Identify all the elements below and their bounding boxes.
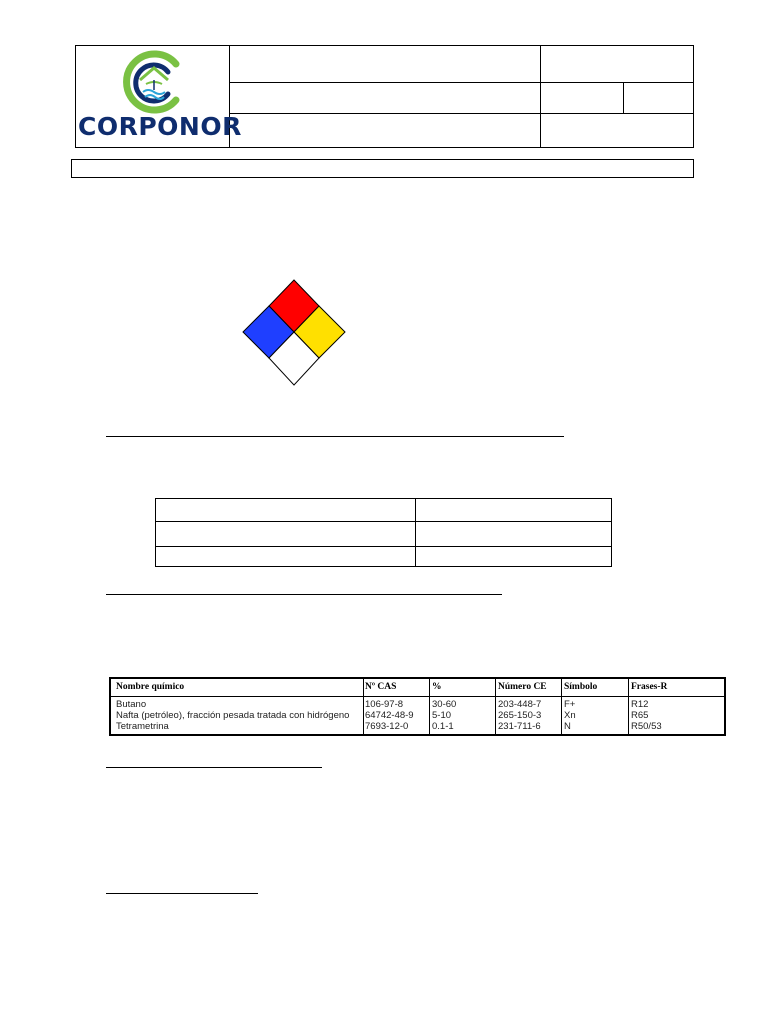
cell-r-phrase: R50/53 bbox=[631, 721, 662, 732]
cell-r-phrase: R12 bbox=[631, 699, 649, 710]
cell-ce: 231-711-6 bbox=[498, 721, 541, 732]
cell-percent: 0.1-1 bbox=[432, 721, 454, 732]
nfpa-diamond bbox=[242, 279, 346, 386]
cell-name: Butano bbox=[116, 699, 147, 710]
cell-name: Nafta (petróleo), fracción pesada tratada con hidrógeno bbox=[116, 710, 350, 721]
cell-symbol: F+ bbox=[564, 699, 576, 710]
id-table-cell bbox=[415, 521, 612, 547]
header-version-cell bbox=[540, 82, 624, 114]
section-heading-underline-2 bbox=[106, 594, 502, 595]
logo-text: CORPONOR bbox=[78, 112, 242, 141]
header-date-cell bbox=[623, 82, 694, 114]
col-header-percent: % bbox=[432, 682, 442, 692]
col-header-simbolo: Símbolo bbox=[564, 682, 598, 692]
header-title-cell-2 bbox=[229, 82, 541, 114]
header-code-cell bbox=[540, 45, 694, 83]
header-title-cell-1 bbox=[229, 45, 541, 83]
cell-symbol: Xn bbox=[564, 710, 576, 721]
cell-percent: 30-60 bbox=[432, 699, 457, 710]
header-title-cell-3 bbox=[229, 113, 541, 148]
corponor-logo bbox=[118, 50, 190, 114]
product-name-bar bbox=[71, 159, 694, 178]
id-table-cell bbox=[155, 521, 416, 547]
id-table-cell bbox=[155, 546, 416, 567]
column-divider bbox=[495, 679, 496, 734]
cell-cas: 7693-12-0 bbox=[365, 721, 409, 732]
column-divider bbox=[429, 679, 430, 734]
cell-ce: 265-150-3 bbox=[498, 710, 542, 721]
cell-name: Tetrametrina bbox=[116, 721, 169, 732]
id-table-cell bbox=[415, 498, 612, 522]
section-heading-underline-3 bbox=[106, 767, 322, 768]
col-header-frases: Frases-R bbox=[631, 682, 668, 692]
col-header-cas: Nº CAS bbox=[365, 682, 397, 692]
cell-cas: 106-97-8 bbox=[365, 699, 404, 710]
header-page-cell bbox=[540, 113, 694, 148]
id-table-cell bbox=[415, 546, 612, 567]
id-table-cell bbox=[155, 498, 416, 522]
cell-cas: 64742-48-9 bbox=[365, 710, 414, 721]
column-divider bbox=[363, 679, 364, 734]
cell-symbol: N bbox=[564, 721, 571, 732]
section-heading-underline-4 bbox=[106, 893, 258, 894]
cell-ce: 203-448-7 bbox=[498, 699, 542, 710]
col-header-nombre: Nombre químico bbox=[116, 682, 185, 692]
cell-r-phrase: R65 bbox=[631, 710, 649, 721]
column-divider bbox=[628, 679, 629, 734]
section-heading-underline-1 bbox=[106, 436, 564, 437]
cell-percent: 5-10 bbox=[432, 710, 452, 721]
column-divider bbox=[561, 679, 562, 734]
composition-table bbox=[109, 677, 726, 736]
col-header-ce: Número CE bbox=[498, 682, 547, 692]
